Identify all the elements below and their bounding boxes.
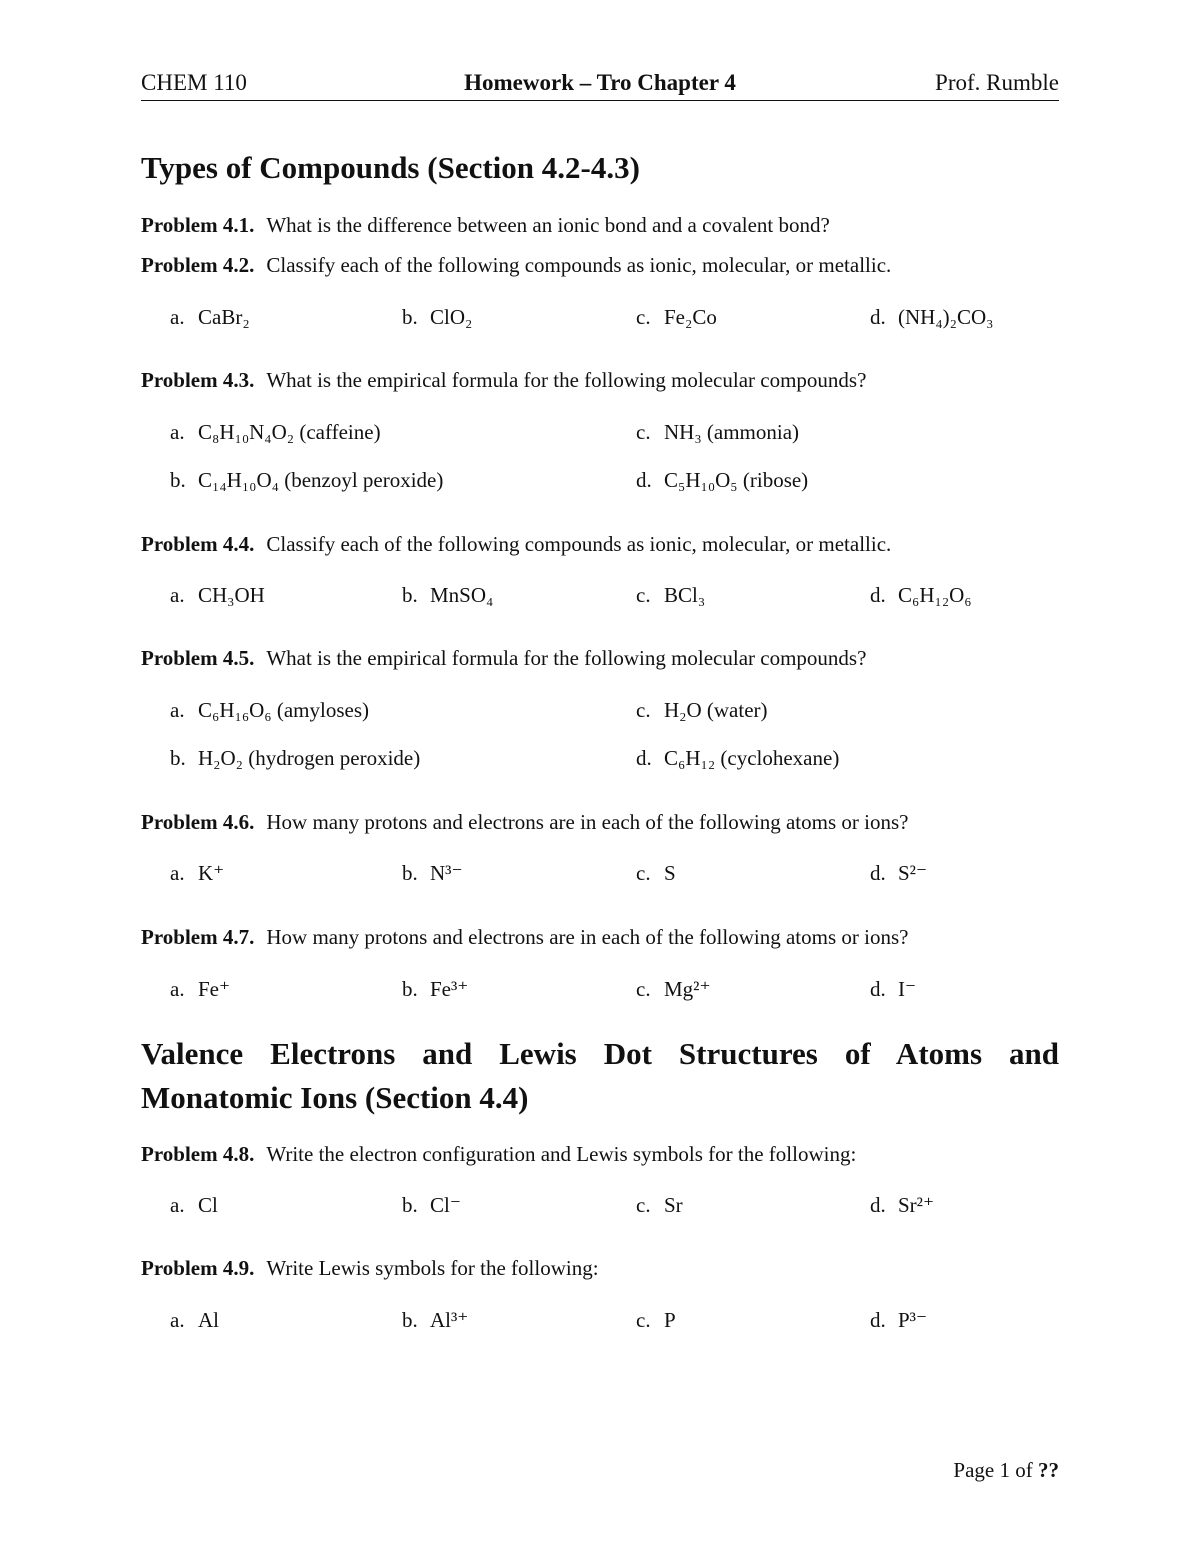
list-item: b. C₁₄H₁₀O₄ (benzoyl peroxide) [170, 468, 444, 492]
page-total: ?? [1038, 1458, 1059, 1482]
problem-4-3-items-row2 [170, 468, 1050, 498]
page-number-label: Page 1 of [953, 1458, 1033, 1482]
problem-4-9-items [170, 1308, 1050, 1338]
problem-4-4 [141, 532, 891, 557]
list-item: d. Sr²⁺ [870, 1193, 935, 1217]
problem-4-6-items [170, 861, 1050, 891]
problem-4-3 [141, 368, 866, 393]
problem-number: Problem 4.8. [141, 1142, 255, 1166]
problem-number: Problem 4.4. [141, 532, 255, 556]
list-item: d. C₅H₁₀O₅ (ribose) [636, 468, 809, 492]
list-item: d. P³⁻ [870, 1308, 928, 1332]
problem-number: Problem 4.5. [141, 646, 255, 670]
list-item: d. C₆H₁₂ (cyclohexane) [636, 746, 840, 770]
problem-text: How many protons and electrons are in each of the following atoms or ions? [266, 925, 909, 949]
list-item: a. K⁺ [170, 861, 225, 885]
problem-number: Problem 4.3. [141, 368, 255, 392]
problem-4-4-items [170, 583, 1050, 613]
list-item: c. Sr [636, 1193, 683, 1217]
list-item: a. CH₃OH [170, 583, 265, 607]
list-item: b. Cl⁻ [402, 1193, 461, 1217]
problem-4-2 [141, 253, 891, 278]
list-item: c. S [636, 861, 676, 885]
problem-text: Classify each of the following compounds as ionic, molecular, or metallic. [266, 253, 892, 277]
problem-text: What is the difference between an ionic bond and a covalent bond? [266, 213, 830, 237]
problem-4-8-items [170, 1193, 1050, 1223]
problem-4-1 [141, 213, 830, 238]
list-item: a. CaBr₂ [170, 305, 250, 329]
problem-text: Classify each of the following compounds as ionic, molecular, or metallic. [266, 532, 892, 556]
instructor-name: Prof. Rumble [935, 70, 1059, 95]
page-footer [953, 1458, 1059, 1483]
list-item: a. Al [170, 1308, 219, 1332]
problem-text: Write the electron configuration and Lewis symbols for the following: [266, 1142, 857, 1166]
list-item: d. I⁻ [870, 977, 917, 1001]
page-header [141, 66, 1059, 101]
list-item: c. Mg²⁺ [636, 977, 711, 1001]
problem-4-5 [141, 646, 866, 671]
list-item: b. Fe³⁺ [402, 977, 469, 1001]
list-item: b. MnSO₄ [402, 583, 494, 607]
list-item: b. H₂O₂ (hydrogen peroxide) [170, 746, 421, 770]
list-item: b. ClO₂ [402, 305, 473, 329]
list-item: b. N³⁻ [402, 861, 463, 885]
course-code: CHEM 110 [141, 70, 247, 95]
problem-4-2-items [170, 305, 1050, 335]
problem-number: Problem 4.9. [141, 1256, 255, 1280]
problem-4-8 [141, 1142, 856, 1167]
list-item: a. C₈H₁₀N₄O₂ (caffeine) [170, 420, 381, 444]
problem-4-9 [141, 1256, 599, 1281]
list-item: c. BCl₃ [636, 583, 706, 607]
list-item: d. C₆H₁₂O₆ [870, 583, 972, 607]
section-title-types-of-compounds: Types of Compounds (Section 4.2-4.3) [141, 150, 640, 185]
document-title: Homework – Tro Chapter 4 [464, 70, 736, 95]
list-item: c. P [636, 1308, 676, 1332]
list-item: a. Fe⁺ [170, 977, 231, 1001]
list-item: c. NH₃ (ammonia) [636, 420, 800, 444]
section-title-valence-electrons: Valence Electrons and Lewis Dot Structures of Atoms and Monatomic Ions (Section 4.4) [141, 1036, 1059, 1115]
list-item: d. S²⁻ [870, 861, 928, 885]
list-item: d. (NH₄)₂CO₃ [870, 305, 994, 329]
problem-4-5-items-row2 [170, 746, 1050, 776]
list-item: a. C₆H₁₆O₆ (amyloses) [170, 698, 370, 722]
problem-text: How many protons and electrons are in each of the following atoms or ions? [266, 810, 909, 834]
problem-4-7 [141, 925, 908, 950]
problem-text: Write Lewis symbols for the following: [266, 1256, 599, 1280]
problem-number: Problem 4.7. [141, 925, 255, 949]
problem-number: Problem 4.6. [141, 810, 255, 834]
problem-4-6 [141, 810, 908, 835]
problem-4-7-items [170, 977, 1050, 1007]
problem-number: Problem 4.1. [141, 213, 255, 237]
problem-number: Problem 4.2. [141, 253, 255, 277]
problem-text: What is the empirical formula for the following molecular compounds? [266, 646, 867, 670]
list-item: c. H₂O (water) [636, 698, 768, 722]
problem-text: What is the empirical formula for the following molecular compounds? [266, 368, 867, 392]
problem-4-3-items-row1 [170, 420, 1050, 450]
problem-4-5-items-row1 [170, 698, 1050, 728]
list-item: a. Cl [170, 1193, 218, 1217]
list-item: b. Al³⁺ [402, 1308, 469, 1332]
list-item: c. Fe₂Co [636, 305, 717, 329]
